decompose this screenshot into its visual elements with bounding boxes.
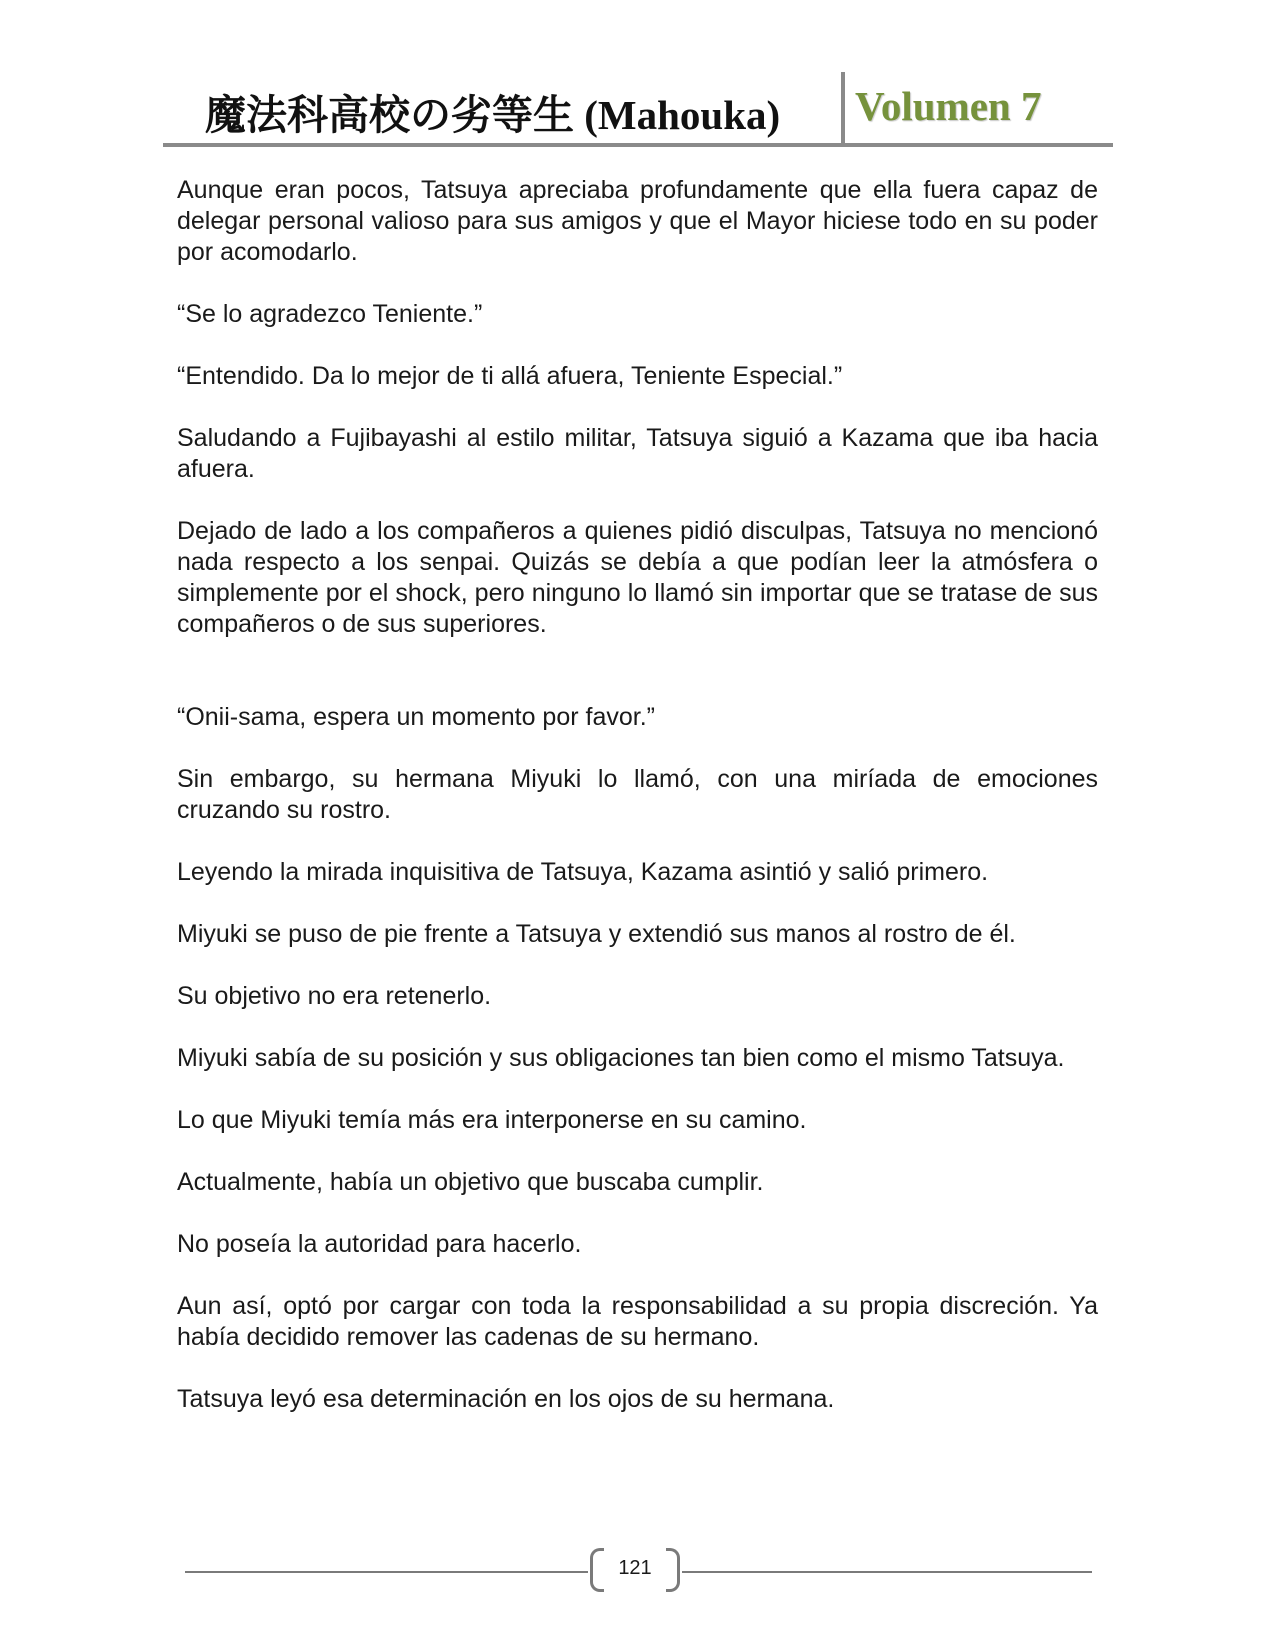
paragraph: Aun así, optó por cargar con toda la responsabilidad a su propia discreción. Ya había decidido remover las cadenas de su hermano. <box>177 1292 1098 1351</box>
left-brace-icon <box>590 1548 604 1592</box>
paragraph: Aunque eran pocos, Tatsuya apreciaba profundamente que ella fuera capaz de delegar personal valioso para sus amigos y que el Mayor hiciese todo en su poder por acomodarlo. <box>177 176 1098 266</box>
body-text <box>177 175 1098 1446</box>
paragraph: Tatsuya leyó esa determinación en los ojos de su hermana. <box>177 1385 835 1413</box>
paragraph: Miyuki sabía de su posición y sus obligaciones tan bien como el mismo Tatsuya. <box>177 1044 1065 1072</box>
paragraph: Lo que Miyuki temía más era interponerse en su camino. <box>177 1106 807 1134</box>
paragraph: Dejado de lado a los compañeros a quienes pidió disculpas, Tatsuya no mencionó nada respecto a los senpai. Quizás se debía a que podían leer la atmósfera o simplemente por el shock, pero ninguno lo llamó sin importar que se tratase de sus compañeros o de sus superiores. <box>177 517 1098 638</box>
right-brace-icon <box>666 1548 680 1592</box>
paragraph: Su objetivo no era retenerlo. <box>177 982 492 1010</box>
footer-rule-right <box>682 1571 1092 1573</box>
paragraph: “Onii-sama, espera un momento por favor.” <box>177 703 655 731</box>
page-number: 121 <box>618 1557 652 1579</box>
paragraph: Actualmente, había un objetivo que buscaba cumplir. <box>177 1168 764 1196</box>
paragraph: Miyuki se puso de pie frente a Tatsuya y extendió sus manos al rostro de él. <box>177 920 1016 948</box>
paragraph: Sin embargo, su hermana Miyuki lo llamó, con una miríada de emociones cruzando su rostro. <box>177 765 1098 824</box>
paragraph: “Entendido. Da lo mejor de ti allá afuera, Teniente Especial.” <box>177 362 843 390</box>
book-title: 魔法科高校の劣等生 (Mahouka) <box>205 92 781 138</box>
page-footer <box>185 1548 1092 1596</box>
paragraph: No poseía la autoridad para hacerlo. <box>177 1230 582 1258</box>
footer-rule-left <box>185 1571 588 1573</box>
paragraph: Leyendo la mirada inquisitiva de Tatsuya, Kazama asintió y salió primero. <box>177 858 989 886</box>
paragraph: Saludando a Fujibayashi al estilo militar, Tatsuya siguió a Kazama que iba hacia afuera. <box>177 424 1098 483</box>
page-header <box>163 72 1113 148</box>
paragraph: “Se lo agradezco Teniente.” <box>177 300 483 328</box>
header-divider <box>841 72 845 146</box>
volume-label: Volumen 7 <box>855 83 1042 129</box>
header-rule <box>163 143 1113 147</box>
